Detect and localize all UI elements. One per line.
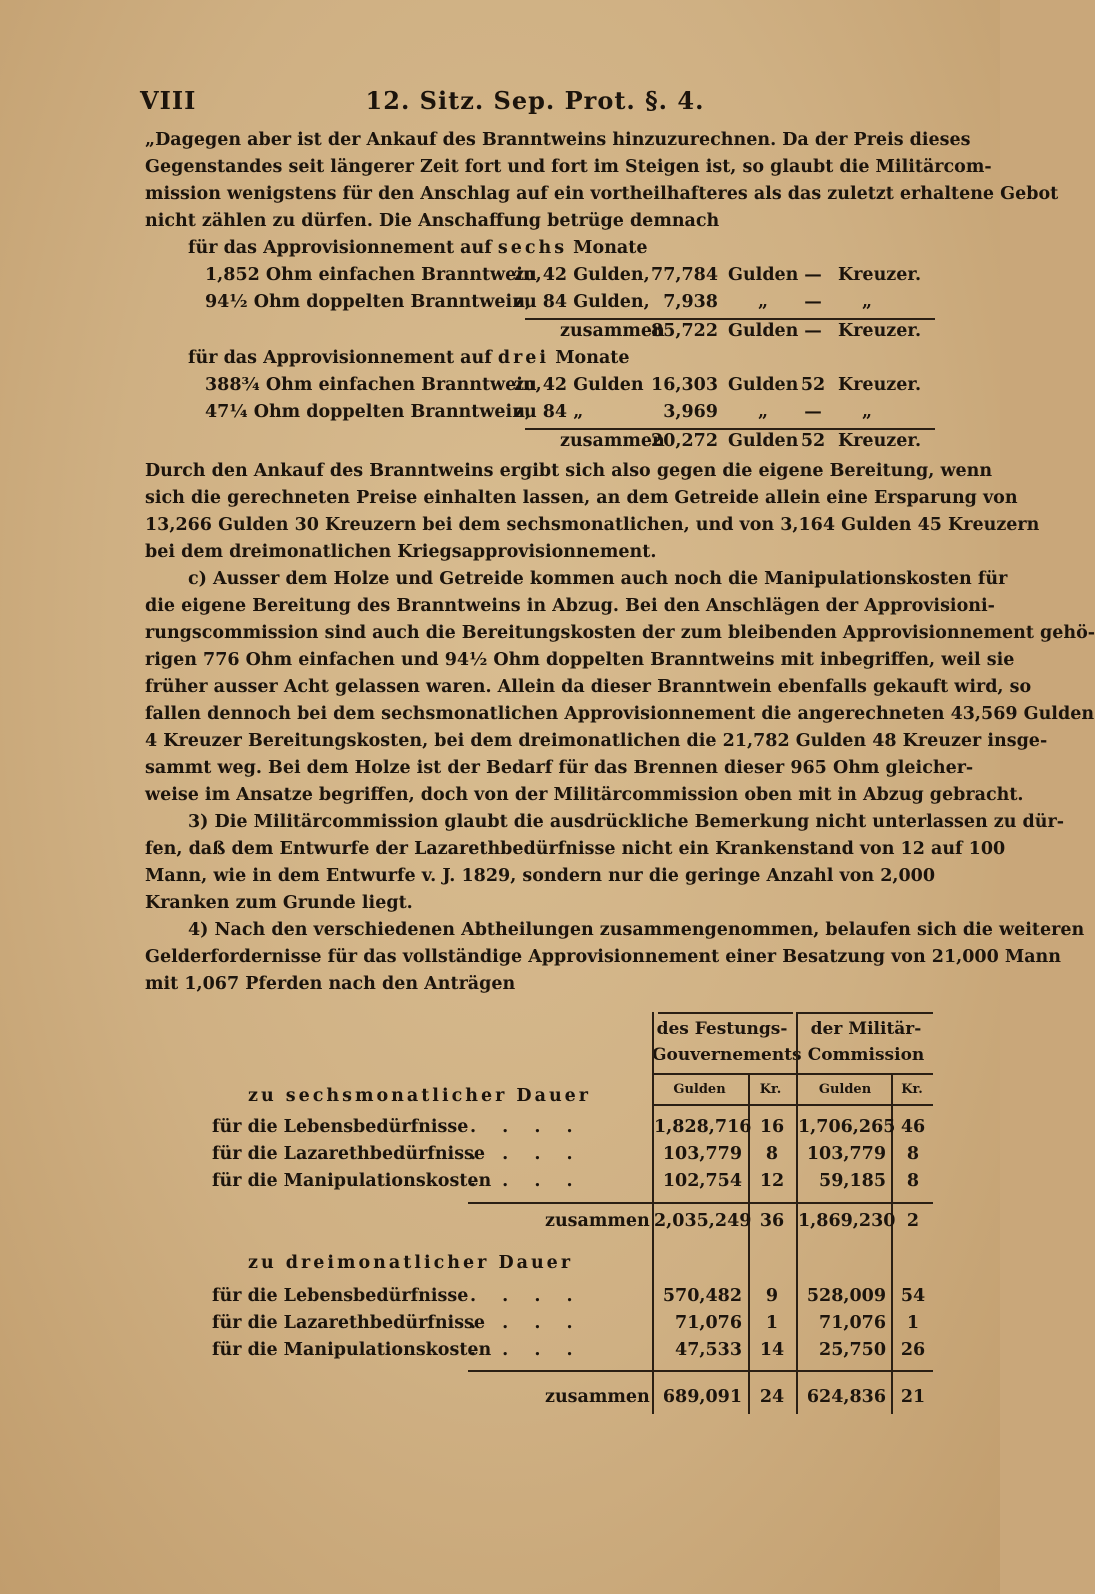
text-line: früher ausser Acht gelassen waren. Allein da dieser Branntwein ebenfalls gekauft wird, so xyxy=(145,677,1032,697)
calc-row-rate: zu 84 „ xyxy=(514,402,584,422)
calc-row-dash: — xyxy=(804,402,822,422)
sub-header-kr: Kr. xyxy=(759,1082,782,1097)
cell-gulden: 25,750 xyxy=(819,1340,886,1360)
cell-gulden: 47,533 xyxy=(675,1340,742,1360)
leader-dots: . . . . xyxy=(470,1313,583,1333)
calc-row-qty: 388¾ Ohm einfachen Branntwein, xyxy=(205,375,542,395)
total-gulden: 624,836 xyxy=(806,1387,886,1407)
total-kr: 36 xyxy=(759,1211,785,1231)
calc-heading-three: für das Approvisionnement auf drei Monate xyxy=(188,348,630,368)
text-line: c) Ausser dem Holze und Getreide kommen auch noch die Manipulationskosten für xyxy=(188,569,1008,589)
calc-total-unit2: Kreuzer. xyxy=(838,321,922,341)
table-top-rule xyxy=(798,1012,933,1014)
calc-row-unit2: „ xyxy=(861,402,873,422)
col-group-gouvernements: des Festungs- Gouvernements xyxy=(652,1019,802,1065)
calc-row-rate: zu 42 Gulden, xyxy=(514,265,650,285)
total-gulden: 1,869,230 xyxy=(798,1211,896,1231)
page-header xyxy=(140,86,930,120)
leader-dots: . . . . xyxy=(470,1340,583,1360)
text-line: rigen 776 Ohm einfachen und 94½ Ohm doppelten Branntweins mit inbegriffen, weil sie xyxy=(145,650,1015,670)
calc-row-unit1: „ xyxy=(757,402,769,422)
cell-kr: 46 xyxy=(900,1117,926,1137)
calc-row-unit1: „ xyxy=(757,292,769,312)
cell-gulden: 103,779 xyxy=(662,1144,742,1164)
text-line: fallen dennoch bei dem sechsmonatlichen Approvisionnement die angerechneten 43,569 Gulden xyxy=(145,704,1095,724)
cell-kr: 1 xyxy=(906,1313,920,1333)
calc-row-rate: zu 42 Gulden xyxy=(514,375,644,395)
row-label: für die Lazarethbedürfnisse xyxy=(212,1144,486,1164)
row-label: für die Manipulationskosten xyxy=(212,1340,492,1360)
calc-row-unit1: Gulden xyxy=(728,265,799,285)
text-line: fen, daß dem Entwurfe der Lazarethbedürfnisse nicht ein Krankenstand von 12 auf 100 xyxy=(145,839,1006,859)
calc-total-label: zusammen xyxy=(560,321,665,341)
calc-total-amount: 85,722 xyxy=(651,321,718,341)
calc-row-rate: zu 84 Gulden, xyxy=(514,292,650,312)
calc-total-unit2: Kreuzer. xyxy=(838,431,922,451)
leader-dots: . . . . xyxy=(470,1117,583,1137)
cell-kr: 8 xyxy=(906,1171,920,1191)
cell-kr: 26 xyxy=(900,1340,926,1360)
row-label: für die Lazarethbedürfnisse xyxy=(212,1313,486,1333)
cell-gulden: 1,828,716 xyxy=(654,1117,752,1137)
text-line: Durch den Ankauf des Branntweins ergibt sich also gegen die eigene Bereitung, wenn xyxy=(145,461,993,481)
text-line: bei dem dreimonatlichen Kriegsapprovisionnement. xyxy=(145,542,657,562)
total-gulden: 689,091 xyxy=(662,1387,742,1407)
calc-heading-six: für das Approvisionnement auf sechs Monate xyxy=(188,238,648,258)
cell-gulden: 1,706,265 xyxy=(798,1117,896,1137)
text-line: Mann, wie in dem Entwurfe v. J. 1829, sondern nur die geringe Anzahl von 2,000 xyxy=(145,866,935,886)
sub-header-gulden: Gulden xyxy=(673,1082,726,1097)
total-gulden: 2,035,249 xyxy=(654,1211,752,1231)
leader-dots: . . . . xyxy=(470,1286,583,1306)
leader-dots: . . . . xyxy=(470,1144,583,1164)
total-kr: 21 xyxy=(900,1387,926,1407)
cell-kr: 54 xyxy=(900,1286,926,1306)
cell-gulden: 570,482 xyxy=(662,1286,742,1306)
calc-row-amount: 3,969 xyxy=(663,402,718,422)
calc-row-unit2: Kreuzer. xyxy=(838,375,922,395)
cell-gulden: 71,076 xyxy=(819,1313,886,1333)
row-label: für die Manipulationskosten xyxy=(212,1171,492,1191)
text-line: 3) Die Militärcommission glaubt die ausdrückliche Bemerkung nicht unterlassen zu dür- xyxy=(188,812,1064,832)
cell-kr: 1 xyxy=(765,1313,779,1333)
text-line: sammt weg. Bei dem Holze ist der Bedarf für das Brennen dieser 965 Ohm gleicher- xyxy=(145,758,974,778)
text-line: 4) Nach den verschiedenen Abtheilungen zusammengenommen, belaufen sich die weiteren xyxy=(188,920,1085,940)
calc-row-unit2: Kreuzer. xyxy=(838,265,922,285)
text-line: Gelderfordernisse für das vollständige Approvisionnement einer Besatzung von 21,000 Mann xyxy=(145,947,1062,967)
text-line: rungscommission sind auch die Bereitungskosten der zum bleibenden Approvisionnement gehö- xyxy=(145,623,1095,643)
table-top-rule xyxy=(658,1012,793,1014)
text-line: 4 Kreuzer Bereitungskosten, bei dem dreimonatlichen die 21,782 Gulden 48 Kreuzer insge- xyxy=(145,731,1048,751)
total-kr: 24 xyxy=(759,1387,785,1407)
calc-row-qty: 47¼ Ohm doppelten Branntwein, xyxy=(205,402,532,422)
total-label: zusammen xyxy=(545,1211,650,1231)
calc-row-dash: — xyxy=(804,292,822,312)
text-line: weise im Ansatze begriffen, doch von der Militärcommission oben mit in Abzug gebracht. xyxy=(145,785,1024,805)
calc-row-amount: 77,784 xyxy=(651,265,718,285)
section-heading: zu dreimonatlicher Dauer xyxy=(248,1253,574,1273)
page-number: VIII xyxy=(140,86,197,115)
row-label: für die Lebensbedürfnisse xyxy=(212,1117,469,1137)
total-kr: 2 xyxy=(906,1211,920,1231)
cell-gulden: 71,076 xyxy=(675,1313,742,1333)
text-line: mit 1,067 Pferden nach den Anträgen xyxy=(145,974,516,994)
calc-total-dash: 52 xyxy=(800,431,826,451)
calc-total-unit1: Gulden xyxy=(728,321,799,341)
calc-row-qty: 1,852 Ohm einfachen Branntwein, xyxy=(205,265,542,285)
calc-total-unit1: Gulden xyxy=(728,431,799,451)
calc-row-amount: 16,303 xyxy=(651,375,718,395)
total-label: zusammen xyxy=(545,1387,650,1407)
text-line: die eigene Bereitung des Branntweins in Abzug. Bei den Anschlägen der Approvisioni- xyxy=(145,596,995,616)
text-line: mission wenigstens für den Anschlag auf ein vortheilhafteres als das zuletzt erhaltene Gebot xyxy=(145,184,1059,204)
col-group-commission: der Militär- Commission xyxy=(807,1019,925,1065)
cell-kr: 12 xyxy=(759,1171,785,1191)
calc-row-unit1: Gulden xyxy=(728,375,799,395)
calc-row-dash: — xyxy=(804,265,822,285)
cell-gulden: 59,185 xyxy=(819,1171,886,1191)
text-line: „Dagegen aber ist der Ankauf des Branntweins hinzuzurechnen. Da der Preis dieses xyxy=(145,130,971,150)
cell-gulden: 528,009 xyxy=(806,1286,886,1306)
cell-kr: 14 xyxy=(759,1340,785,1360)
cell-kr: 8 xyxy=(765,1144,779,1164)
cell-gulden: 103,779 xyxy=(806,1144,886,1164)
section-heading: zu sechsmonatlicher Dauer xyxy=(248,1086,592,1106)
cell-kr: 9 xyxy=(765,1286,779,1306)
running-title: 12. Sitz. Sep. Prot. §. 4. xyxy=(365,86,705,115)
calc-row-qty: 94½ Ohm doppelten Branntwein, xyxy=(205,292,532,312)
calc-row-dash: 52 xyxy=(800,375,826,395)
leader-dots: . . . . xyxy=(470,1171,583,1191)
cell-kr: 8 xyxy=(906,1144,920,1164)
calc-total-amount: 20,272 xyxy=(651,431,718,451)
cell-kr: 16 xyxy=(759,1117,785,1137)
calc-total-label: zusammen xyxy=(560,431,665,451)
text-line: Kranken zum Grunde liegt. xyxy=(145,893,413,913)
total-rule xyxy=(468,1370,933,1372)
calc-row-unit2: „ xyxy=(861,292,873,312)
total-rule xyxy=(468,1202,933,1204)
calc-total-dash: — xyxy=(804,321,822,341)
row-label: für die Lebensbedürfnisse xyxy=(212,1286,469,1306)
sub-header-gulden: Gulden xyxy=(818,1082,872,1097)
calc-row-amount: 7,938 xyxy=(663,292,718,312)
text-line: sich die gerechneten Preise einhalten lassen, an dem Getreide allein eine Ersparung von xyxy=(145,488,1018,508)
sub-header-kr: Kr. xyxy=(901,1082,923,1097)
text-line: nicht zählen zu dürfen. Die Anschaffung betrüge demnach xyxy=(145,211,720,231)
text-line: 13,266 Gulden 30 Kreuzern bei dem sechsmonatlichen, und von 3,164 Gulden 45 Kreuzern xyxy=(145,515,1040,535)
text-line: Gegenstandes seit längerer Zeit fort und fort im Steigen ist, so glaubt die Militärcom- xyxy=(145,157,992,177)
cell-gulden: 102,754 xyxy=(662,1171,742,1191)
